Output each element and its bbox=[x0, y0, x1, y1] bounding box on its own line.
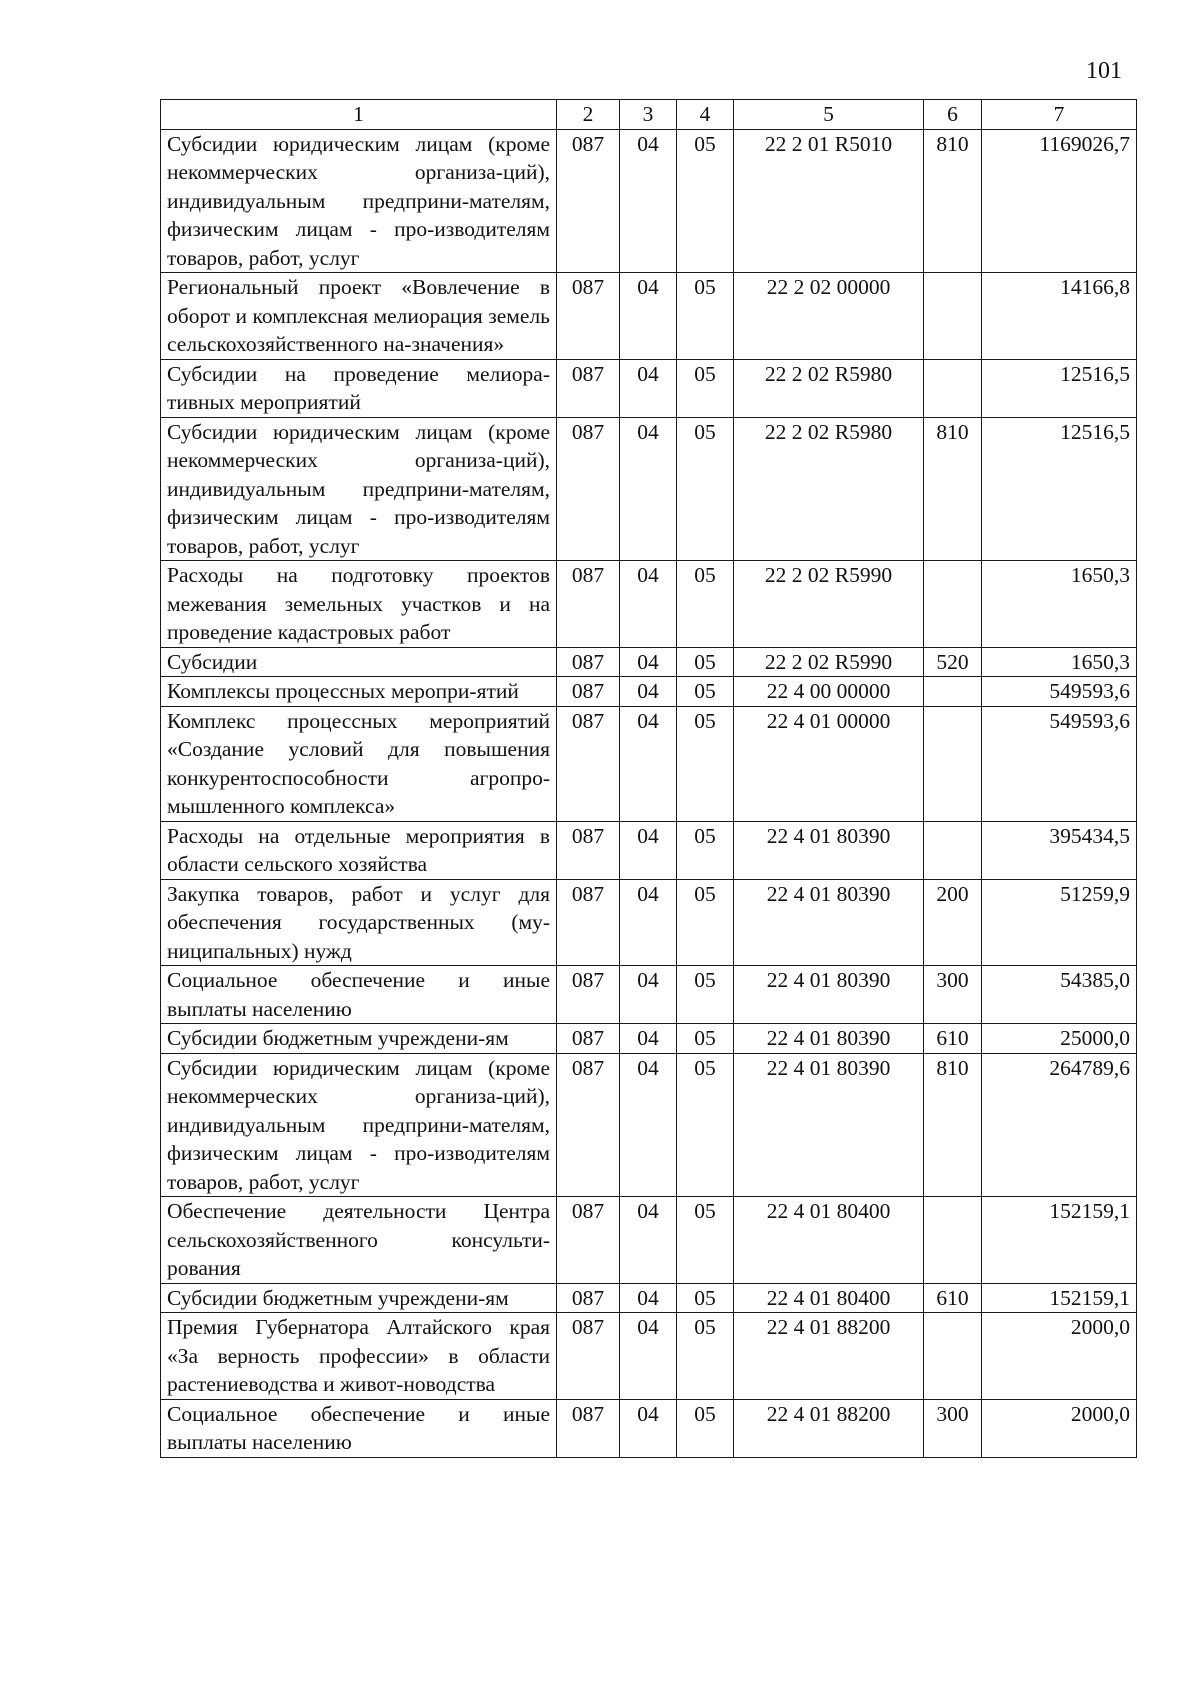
row-name: Комплексы процессных меропри-ятий bbox=[161, 677, 557, 707]
row-amount: 1650,3 bbox=[982, 647, 1137, 677]
row-expense-type: 200 bbox=[924, 879, 982, 966]
row-name: Расходы на отдельные мероприятия в области сельского хозяйства bbox=[161, 821, 557, 879]
table-row bbox=[161, 966, 1137, 1024]
row-expense-type: 300 bbox=[924, 966, 982, 1024]
row-target-article: 22 4 01 00000 bbox=[734, 706, 924, 821]
row-grbs: 087 bbox=[557, 129, 620, 273]
row-target-article: 22 4 01 80400 bbox=[734, 1197, 924, 1284]
row-grbs: 087 bbox=[557, 647, 620, 677]
row-name: Субсидии бюджетным учреждени-ям bbox=[161, 1024, 557, 1054]
row-name: Субсидии юридическим лицам (кроме некоммерческих организа-ций), индивидуальным предприни-мателям, физическим лицам - про-изводителям товаров, работ, услуг bbox=[161, 417, 557, 561]
table-row bbox=[161, 677, 1137, 707]
row-subsection: 05 bbox=[677, 273, 734, 360]
row-section: 04 bbox=[620, 677, 677, 707]
row-name: Региональный проект «Вовлечение в оборот и комплексная мелиорация земель сельскохозяйственного на-значения» bbox=[161, 273, 557, 360]
row-name: Субсидии bbox=[161, 647, 557, 677]
table-row bbox=[161, 359, 1137, 417]
row-amount: 2000,0 bbox=[982, 1399, 1137, 1457]
row-amount: 25000,0 bbox=[982, 1024, 1137, 1054]
row-grbs: 087 bbox=[557, 1053, 620, 1197]
row-subsection: 05 bbox=[677, 677, 734, 707]
table-row bbox=[161, 273, 1137, 360]
row-amount: 51259,9 bbox=[982, 879, 1137, 966]
table-row bbox=[161, 1197, 1137, 1284]
row-target-article: 22 2 02 00000 bbox=[734, 273, 924, 360]
column-header-6: 6 bbox=[924, 100, 982, 130]
row-amount: 1169026,7 bbox=[982, 129, 1137, 273]
row-amount: 12516,5 bbox=[982, 417, 1137, 561]
row-name: Закупка товаров, работ и услуг для обеспечения государственных (му-ниципальных) нужд bbox=[161, 879, 557, 966]
row-grbs: 087 bbox=[557, 1399, 620, 1457]
row-grbs: 087 bbox=[557, 1283, 620, 1313]
row-target-article: 22 4 01 88200 bbox=[734, 1313, 924, 1400]
row-expense-type bbox=[924, 561, 982, 648]
row-expense-type bbox=[924, 706, 982, 821]
row-section: 04 bbox=[620, 129, 677, 273]
row-expense-type: 520 bbox=[924, 647, 982, 677]
row-section: 04 bbox=[620, 1197, 677, 1284]
row-name: Социальное обеспечение и иные выплаты населению bbox=[161, 1399, 557, 1457]
row-target-article: 22 2 02 R5980 bbox=[734, 359, 924, 417]
table-row bbox=[161, 1313, 1137, 1400]
column-header-3: 3 bbox=[620, 100, 677, 130]
table-row bbox=[161, 1053, 1137, 1197]
row-name: Субсидии бюджетным учреждени-ям bbox=[161, 1283, 557, 1313]
row-name: Премия Губернатора Алтайского края «За верность профессии» в области растениеводства и живот-новодства bbox=[161, 1313, 557, 1400]
row-expense-type bbox=[924, 1313, 982, 1400]
row-expense-type bbox=[924, 273, 982, 360]
table-row bbox=[161, 1399, 1137, 1457]
column-header-1: 1 bbox=[161, 100, 557, 130]
row-expense-type bbox=[924, 821, 982, 879]
row-section: 04 bbox=[620, 1313, 677, 1400]
row-amount: 2000,0 bbox=[982, 1313, 1137, 1400]
row-amount: 152159,1 bbox=[982, 1283, 1137, 1313]
row-section: 04 bbox=[620, 359, 677, 417]
row-expense-type: 810 bbox=[924, 417, 982, 561]
row-section: 04 bbox=[620, 647, 677, 677]
row-target-article: 22 4 00 00000 bbox=[734, 677, 924, 707]
row-section: 04 bbox=[620, 417, 677, 561]
row-grbs: 087 bbox=[557, 1197, 620, 1284]
budget-table bbox=[160, 99, 1137, 1458]
table-row bbox=[161, 879, 1137, 966]
row-amount: 395434,5 bbox=[982, 821, 1137, 879]
row-section: 04 bbox=[620, 821, 677, 879]
table-row bbox=[161, 1283, 1137, 1313]
row-subsection: 05 bbox=[677, 1024, 734, 1054]
row-subsection: 05 bbox=[677, 1399, 734, 1457]
row-subsection: 05 bbox=[677, 561, 734, 648]
page-number: 101 bbox=[1086, 58, 1122, 84]
row-name: Субсидии юридическим лицам (кроме некоммерческих организа-ций), индивидуальным предприни-мателям, физическим лицам - про-изводителям товаров, работ, услуг bbox=[161, 1053, 557, 1197]
row-expense-type: 610 bbox=[924, 1283, 982, 1313]
table-row bbox=[161, 129, 1137, 273]
row-grbs: 087 bbox=[557, 1313, 620, 1400]
row-section: 04 bbox=[620, 1399, 677, 1457]
table-row bbox=[161, 561, 1137, 648]
row-section: 04 bbox=[620, 1024, 677, 1054]
row-name: Субсидии на проведение мелиора-тивных мероприятий bbox=[161, 359, 557, 417]
row-name: Комплекс процессных мероприятий «Создание условий для повышения конкурентоспособности агропро-мышленного комплекса» bbox=[161, 706, 557, 821]
row-grbs: 087 bbox=[557, 706, 620, 821]
column-header-5: 5 bbox=[734, 100, 924, 130]
table-row bbox=[161, 706, 1137, 821]
row-target-article: 22 4 01 88200 bbox=[734, 1399, 924, 1457]
row-target-article: 22 4 01 80400 bbox=[734, 1283, 924, 1313]
row-amount: 264789,6 bbox=[982, 1053, 1137, 1197]
row-expense-type: 810 bbox=[924, 1053, 982, 1197]
row-name: Расходы на подготовку проектов межевания земельных участков и на проведение кадастровых работ bbox=[161, 561, 557, 648]
row-grbs: 087 bbox=[557, 417, 620, 561]
row-expense-type bbox=[924, 359, 982, 417]
header-row bbox=[161, 100, 1137, 130]
row-grbs: 087 bbox=[557, 821, 620, 879]
row-expense-type: 610 bbox=[924, 1024, 982, 1054]
row-target-article: 22 2 02 R5990 bbox=[734, 647, 924, 677]
row-subsection: 05 bbox=[677, 1313, 734, 1400]
row-section: 04 bbox=[620, 706, 677, 821]
row-amount: 14166,8 bbox=[982, 273, 1137, 360]
column-header-7: 7 bbox=[982, 100, 1137, 130]
table-header bbox=[161, 100, 1137, 130]
table-row bbox=[161, 647, 1137, 677]
row-grbs: 087 bbox=[557, 359, 620, 417]
row-section: 04 bbox=[620, 1283, 677, 1313]
row-amount: 1650,3 bbox=[982, 561, 1137, 648]
row-grbs: 087 bbox=[557, 966, 620, 1024]
row-target-article: 22 4 01 80390 bbox=[734, 821, 924, 879]
row-amount: 152159,1 bbox=[982, 1197, 1137, 1284]
row-expense-type bbox=[924, 1197, 982, 1284]
row-grbs: 087 bbox=[557, 273, 620, 360]
row-grbs: 087 bbox=[557, 1024, 620, 1054]
column-header-2: 2 bbox=[557, 100, 620, 130]
row-section: 04 bbox=[620, 966, 677, 1024]
row-subsection: 05 bbox=[677, 129, 734, 273]
row-amount: 549593,6 bbox=[982, 677, 1137, 707]
row-grbs: 087 bbox=[557, 677, 620, 707]
row-subsection: 05 bbox=[677, 879, 734, 966]
row-subsection: 05 bbox=[677, 966, 734, 1024]
table-body bbox=[161, 129, 1137, 1457]
row-grbs: 087 bbox=[557, 561, 620, 648]
row-target-article: 22 4 01 80390 bbox=[734, 879, 924, 966]
row-subsection: 05 bbox=[677, 821, 734, 879]
column-header-4: 4 bbox=[677, 100, 734, 130]
row-subsection: 05 bbox=[677, 1197, 734, 1284]
row-name: Субсидии юридическим лицам (кроме некоммерческих организа-ций), индивидуальным предприни-мателям, физическим лицам - про-изводителям товаров, работ, услуг bbox=[161, 129, 557, 273]
row-target-article: 22 4 01 80390 bbox=[734, 1053, 924, 1197]
row-section: 04 bbox=[620, 879, 677, 966]
row-target-article: 22 4 01 80390 bbox=[734, 1024, 924, 1054]
row-section: 04 bbox=[620, 561, 677, 648]
row-expense-type: 810 bbox=[924, 129, 982, 273]
row-subsection: 05 bbox=[677, 647, 734, 677]
row-section: 04 bbox=[620, 1053, 677, 1197]
row-name: Обеспечение деятельности Центра сельскохозяйственного консульти-рования bbox=[161, 1197, 557, 1284]
row-grbs: 087 bbox=[557, 879, 620, 966]
row-amount: 549593,6 bbox=[982, 706, 1137, 821]
row-target-article: 22 2 02 R5980 bbox=[734, 417, 924, 561]
row-subsection: 05 bbox=[677, 359, 734, 417]
table-row bbox=[161, 1024, 1137, 1054]
row-subsection: 05 bbox=[677, 706, 734, 821]
row-subsection: 05 bbox=[677, 1283, 734, 1313]
row-target-article: 22 4 01 80390 bbox=[734, 966, 924, 1024]
row-section: 04 bbox=[620, 273, 677, 360]
row-amount: 54385,0 bbox=[982, 966, 1137, 1024]
row-subsection: 05 bbox=[677, 1053, 734, 1197]
row-target-article: 22 2 02 R5990 bbox=[734, 561, 924, 648]
table-row bbox=[161, 417, 1137, 561]
table-row bbox=[161, 821, 1137, 879]
row-name: Социальное обеспечение и иные выплаты населению bbox=[161, 966, 557, 1024]
row-subsection: 05 bbox=[677, 417, 734, 561]
row-expense-type: 300 bbox=[924, 1399, 982, 1457]
row-expense-type bbox=[924, 677, 982, 707]
row-target-article: 22 2 01 R5010 bbox=[734, 129, 924, 273]
row-amount: 12516,5 bbox=[982, 359, 1137, 417]
